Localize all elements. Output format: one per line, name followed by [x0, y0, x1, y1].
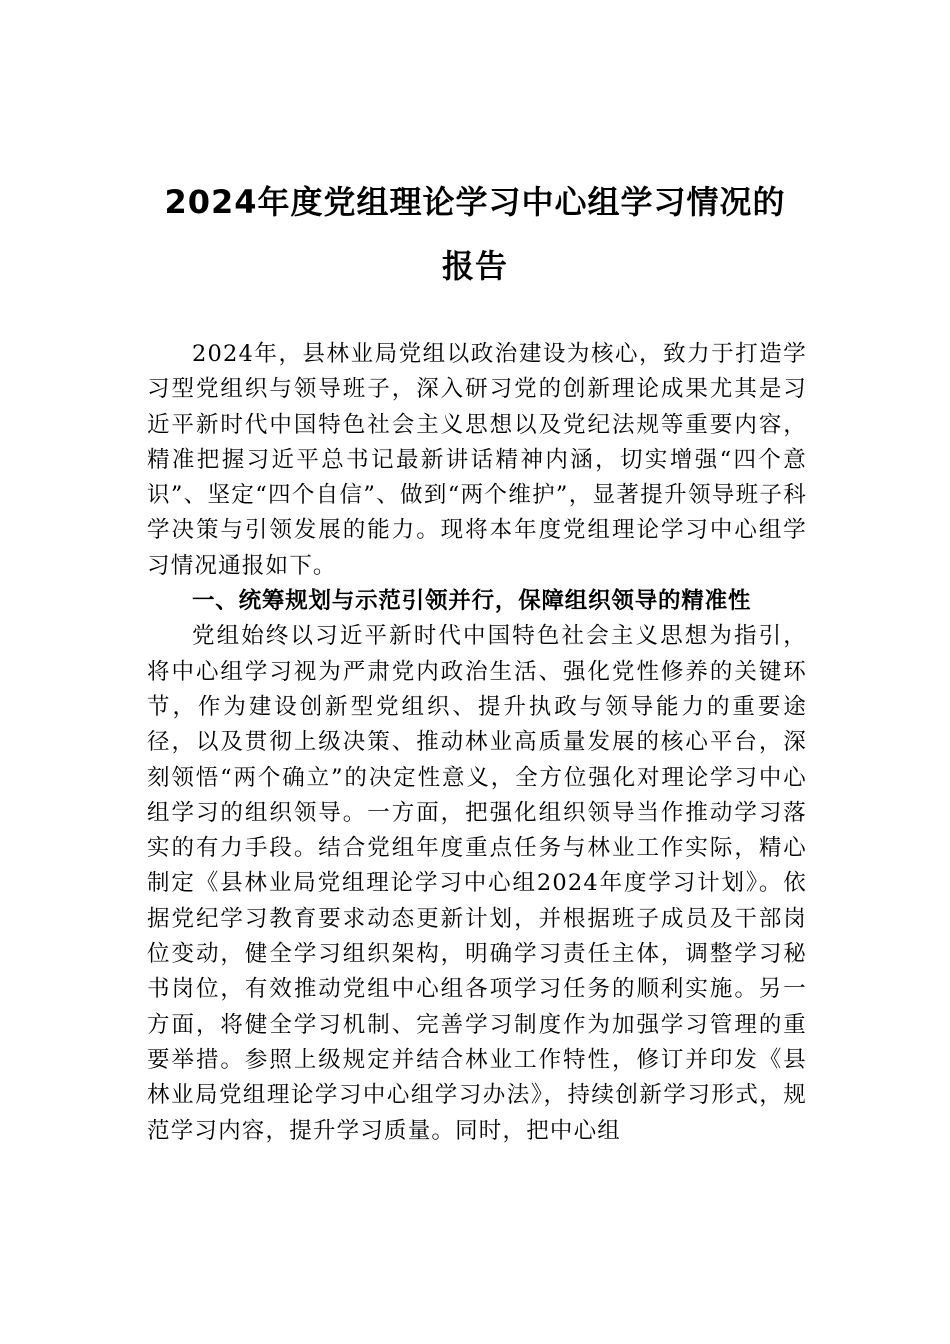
section-1-heading: 一、统筹规划与示范引领并行，保障组织领导的精准性	[192, 588, 752, 615]
document-body	[147, 337, 807, 1149]
section-1-paragraph: 党组始终以习近平新时代中国特色社会主义思想为指引，将中心组学习视为严肃党内政治生活、强化党性修养的关键环节，作为建设创新型党组织、提升执政与领导能力的重要途径，以及贯彻上级决策、推动林业高质量发展的核心平台，深刻领悟“两个确立”的决定性意义，全方位强化对理论学习中心组学习的组织领导。一方面，把强化组织领导当作推动学习落实的有力手段。结合党组年度重点任务与林业工作实际，精心制定《县林业局党组理论学习中心组2024年度学习计划》。依据党纪学习教育要求动态更新计划，并根据班子成员及干部岗位变动，健全学习组织架构，明确学习责任主体，调整学习秘书岗位，有效推动党组中心组各项学习任务的顺利实施。另一方面，将健全学习机制、完善学习制度作为加强学习管理的重要举措。参照上级规定并结合林业工作特性，修订并印发《县林业局党组理论学习中心组学习办法》，持续创新学习形式，规范学习内容，提升学习质量。同时，把中心组	[147, 623, 807, 1144]
document-title-line-2: 报告	[441, 247, 508, 285]
document-title-line-1: 2024年度党组理论学习中心组学习情况的	[164, 183, 786, 221]
intro-paragraph: 2024年，县林业局党组以政治建设为核心，致力于打造学习型党组织与领导班子，深入研习党的创新理论成果尤其是习近平新时代中国特色社会主义思想以及党纪法规等重要内容，精准把握习近平总书记最新讲话精神内涵，切实增强“四个意识”、坚定“四个自信”、做到“两个维护”，显著提升领导班子科学决策与引领发展的能力。现将本年度党组理论学习中心组学习情况通报如下。	[147, 341, 807, 579]
